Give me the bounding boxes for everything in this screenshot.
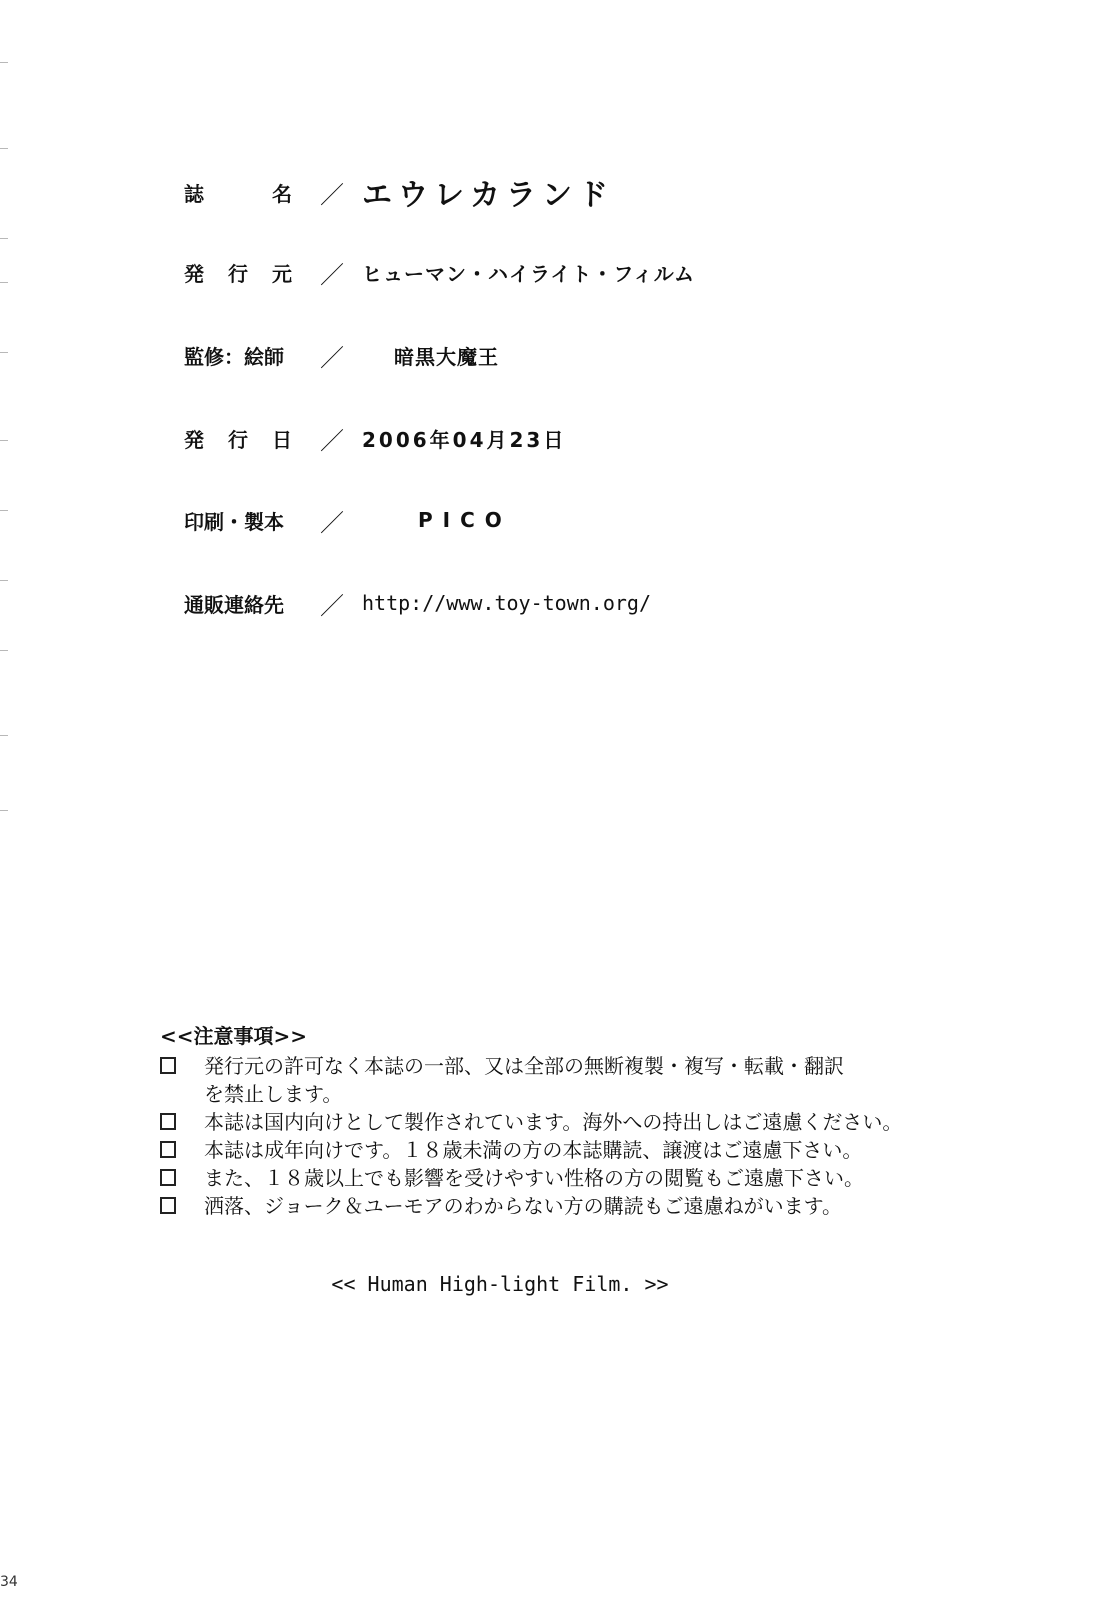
publisher-label-char: 発 [184, 261, 206, 286]
printer-label: 印刷・製本 [184, 509, 284, 534]
notice-text: 本誌は国内向けとして製作されています。海外への持出しはご遠慮ください。 [204, 1110, 903, 1134]
notice-item [158, 1108, 958, 1136]
notice-item [158, 1192, 958, 1220]
separator: ／ [320, 343, 344, 372]
artist-label: 監修：絵師 [184, 344, 284, 369]
mailorder-label: 通販連絡先 [184, 592, 284, 617]
notice-text: 本誌は成年向けです。１８歳未満の方の本誌購読、譲渡はご遠慮下さい。 [204, 1138, 863, 1162]
notice-text: 洒落、ジョーク＆ユーモアのわからない方の購読もご遠慮ねがいます。 [204, 1194, 842, 1218]
title-label-char: 誌 [184, 181, 206, 206]
title-label-char: 名 [272, 181, 294, 206]
checkbox-icon [160, 1141, 176, 1158]
title-label [184, 178, 294, 207]
checkbox-icon [160, 1113, 176, 1130]
separator: ／ [320, 260, 344, 289]
scan-tick [0, 238, 8, 239]
notice-item [158, 1136, 958, 1164]
separator: ／ [320, 508, 344, 537]
date-value: 2006年04月23日 [362, 427, 567, 452]
notice-text: また、１８歳以上でも影響を受けやすい性格の方の閲覧もご遠慮下さい。 [204, 1166, 864, 1190]
scan-tick [0, 650, 8, 651]
scan-tick [0, 62, 8, 63]
colophon-row-mailorder [184, 583, 651, 623]
notice-line: 発行元の許可なく本誌の一部、又は全部の無断複製・複写・転載・翻訳 [204, 1054, 844, 1078]
notice-item [158, 1052, 958, 1108]
scan-tick [0, 810, 8, 811]
publisher-value: ヒューマン・ハイライト・フィルム [362, 261, 695, 286]
title-value: エウレカランド [362, 178, 614, 213]
date-label-char: 行 [228, 427, 250, 452]
scan-tick [0, 735, 8, 736]
checkbox-icon [160, 1057, 176, 1074]
date-label-char: 発 [184, 427, 206, 452]
scan-tick [0, 352, 8, 353]
notices-heading: <<注意事項>> [160, 1024, 308, 1048]
page-number: 34 [0, 1574, 18, 1590]
separator: ／ [320, 180, 344, 209]
date-label-char: 日 [272, 427, 294, 452]
mailorder-url: http://www.toy-town.org/ [362, 591, 651, 615]
checkbox-icon [160, 1169, 176, 1186]
scan-tick [0, 440, 8, 441]
separator: ／ [320, 426, 344, 455]
colophon-row-date [184, 418, 566, 458]
notice-line: を禁止します。 [204, 1082, 343, 1106]
scan-tick [0, 148, 8, 149]
colophon-row-printer [184, 500, 512, 540]
checkbox-icon [160, 1197, 176, 1214]
date-label [184, 424, 294, 453]
footer-credit: << Human High-light Film. >> [331, 1272, 669, 1296]
notice-text [204, 1052, 958, 1108]
scan-tick [0, 282, 8, 283]
scan-tick [0, 510, 8, 511]
colophon-row-publisher [184, 252, 695, 292]
scan-tick [0, 580, 8, 581]
colophon-row-title [184, 172, 614, 212]
artist-value: 暗黒大魔王 [394, 344, 499, 369]
publisher-label-char: 元 [272, 261, 294, 286]
publisher-label-char: 行 [228, 261, 250, 286]
notice-item [158, 1164, 958, 1192]
colophon-row-artist [184, 335, 499, 375]
printer-value: PICO [418, 508, 512, 532]
separator: ／ [320, 591, 344, 620]
publisher-label [184, 258, 294, 287]
notices-list [158, 1052, 958, 1220]
